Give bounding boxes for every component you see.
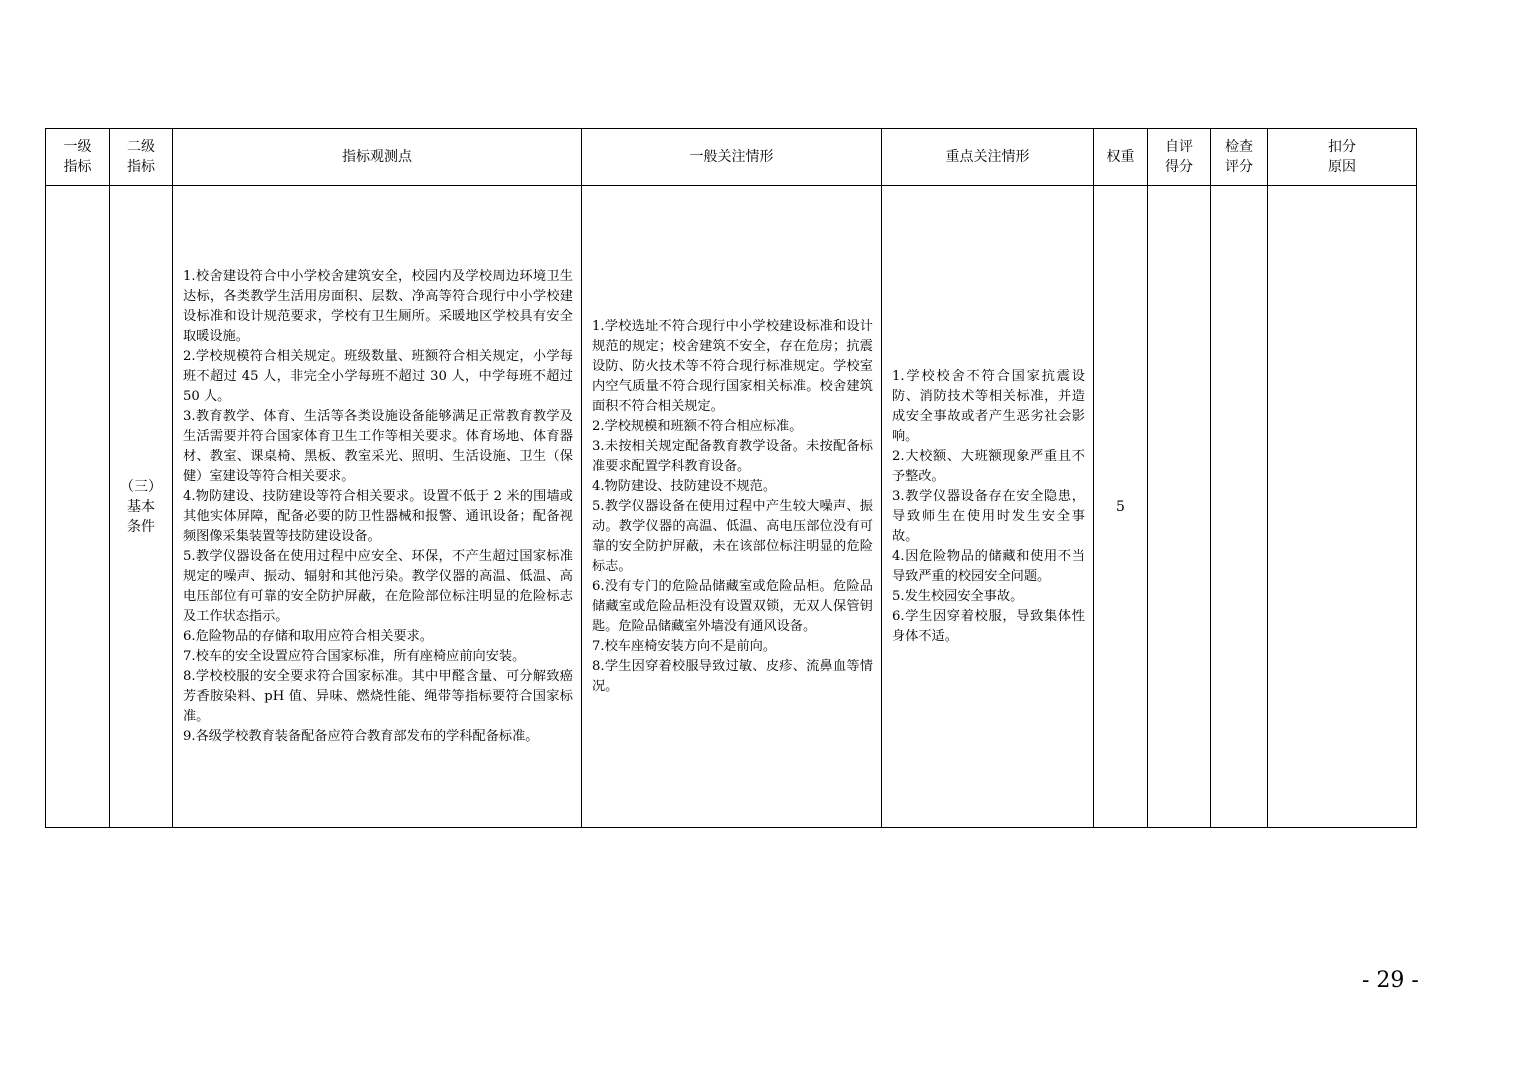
cell-check-score bbox=[1211, 186, 1268, 828]
key-item: 4.因危险物品的储藏和使用不当导致严重的校园安全问题。 bbox=[892, 548, 1085, 584]
observation-item: 3.教育教学、体育、生活等各类设施设备能够满足正常教育教学及生活需要并符合国家体育卫生工作等相关要求。体育场地、体育器材、教室、课桌椅、黑板、教室采光、照明、生活设施、卫生（保健）室建设等符合相关要求。 bbox=[183, 408, 573, 484]
header-key: 重点关注情形 bbox=[882, 129, 1094, 186]
cell-observation bbox=[173, 186, 582, 828]
observation-item: 8.学校校服的安全要求符合国家标准。其中甲醛含量、可分解致癌芳香胺染料、pH 值、异味、燃烧性能、绳带等指标要符合国家标准。 bbox=[183, 668, 573, 724]
table-row bbox=[46, 186, 1417, 828]
page-number: - 29 - bbox=[1362, 968, 1419, 993]
cell-level-two: （三） 基本 条件 bbox=[110, 186, 173, 828]
observation-item: 4.物防建设、技防建设等符合相关要求。设置不低于 2 米的围墙或其他实体屏障，配备必要的防卫性器械和报警、通讯设备；配备视频图像采集装置等技防建设设备。 bbox=[183, 488, 573, 544]
header-level-one: 一级 指标 bbox=[46, 129, 110, 186]
key-item: 1.学校校舍不符合国家抗震设防、消防技术等相关标准，并造成安全事故或者产生恶劣社会影响。 bbox=[892, 368, 1085, 444]
header-check-score: 检查 评分 bbox=[1211, 129, 1268, 186]
header-deduction: 扣分 原因 bbox=[1268, 129, 1417, 186]
general-item: 3.未按相关规定配备教育教学设备。未按配备标准要求配置学科教育设备。 bbox=[592, 438, 873, 474]
header-observation: 指标观测点 bbox=[173, 129, 582, 186]
general-item: 7.校车座椅安装方向不是前向。 bbox=[592, 638, 777, 654]
key-item: 2.大校额、大班额现象严重且不予整改。 bbox=[892, 448, 1085, 484]
observation-item: 6.危险物品的存储和取用应符合相关要求。 bbox=[183, 628, 433, 644]
header-self-score: 自评 得分 bbox=[1148, 129, 1211, 186]
general-item: 2.学校规模和班额不符合相应标准。 bbox=[592, 418, 803, 434]
cell-weight: 5 bbox=[1094, 186, 1148, 828]
header-weight: 权重 bbox=[1094, 129, 1148, 186]
cell-key bbox=[882, 186, 1094, 828]
observation-item: 1.校舍建设符合中小学校舍建筑安全，校园内及学校周边环境卫生达标，各类教学生活用房面积、层数、净高等符合现行中小学校建设标准和设计规范要求，学校有卫生厕所。采暖地区学校具有安全取暖设施。 bbox=[183, 268, 573, 344]
cell-self-score bbox=[1148, 186, 1211, 828]
cell-general bbox=[582, 186, 882, 828]
header-general: 一般关注情形 bbox=[582, 129, 882, 186]
cell-deduction bbox=[1268, 186, 1417, 828]
observation-item: 2.学校规模符合相关规定。班级数量、班额符合相关规定，小学每班不超过 45 人，非完全小学每班不超过 30 人，中学每班不超过 50 人。 bbox=[183, 348, 573, 404]
general-item: 4.物防建设、技防建设不规范。 bbox=[592, 478, 777, 494]
general-item: 5.教学仪器设备在使用过程中产生较大噪声、振动。教学仪器的高温、低温、高电压部位没有可靠的安全防护屏蔽，未在该部位标注明显的危险标志。 bbox=[592, 498, 873, 574]
key-item: 3.教学仪器设备存在安全隐患，导致师生在使用时发生安全事故。 bbox=[892, 488, 1085, 544]
table-header-row bbox=[46, 129, 1417, 186]
header-level-two: 二级 指标 bbox=[110, 129, 173, 186]
key-item: 6.学生因穿着校服，导致集体性身体不适。 bbox=[892, 608, 1085, 644]
evaluation-table bbox=[45, 128, 1417, 828]
observation-item: 5.教学仪器设备在使用过程中应安全、环保，不产生超过国家标准规定的噪声、振动、辐射和其他污染。教学仪器的高温、低温、高电压部位有可靠的安全防护屏蔽，在危险部位标注明显的危险标志及工作状态指示。 bbox=[183, 548, 573, 624]
key-item: 5.发生校园安全事故。 bbox=[892, 588, 1024, 604]
observation-item: 9.各级学校教育装备配备应符合教育部发布的学科配备标准。 bbox=[183, 728, 539, 744]
cell-level-one bbox=[46, 186, 110, 828]
observation-item: 7.校车的安全设置应符合国家标准，所有座椅应前向安装。 bbox=[183, 648, 526, 664]
general-item: 1.学校选址不符合现行中小学校建设标准和设计规范的规定；校舍建筑不安全，存在危房；抗震设防、防火技术等不符合现行标准规定。学校室内空气质量不符合现行国家相关标准。校舍建筑面积不符合相关规定。 bbox=[592, 318, 873, 414]
general-item: 6.没有专门的危险品储藏室或危险品柜。危险品储藏室或危险品柜没有设置双锁，无双人保管钥匙。危险品储藏室外墙没有通风设备。 bbox=[592, 578, 873, 634]
general-item: 8.学生因穿着校服导致过敏、皮疹、流鼻血等情况。 bbox=[592, 658, 873, 694]
